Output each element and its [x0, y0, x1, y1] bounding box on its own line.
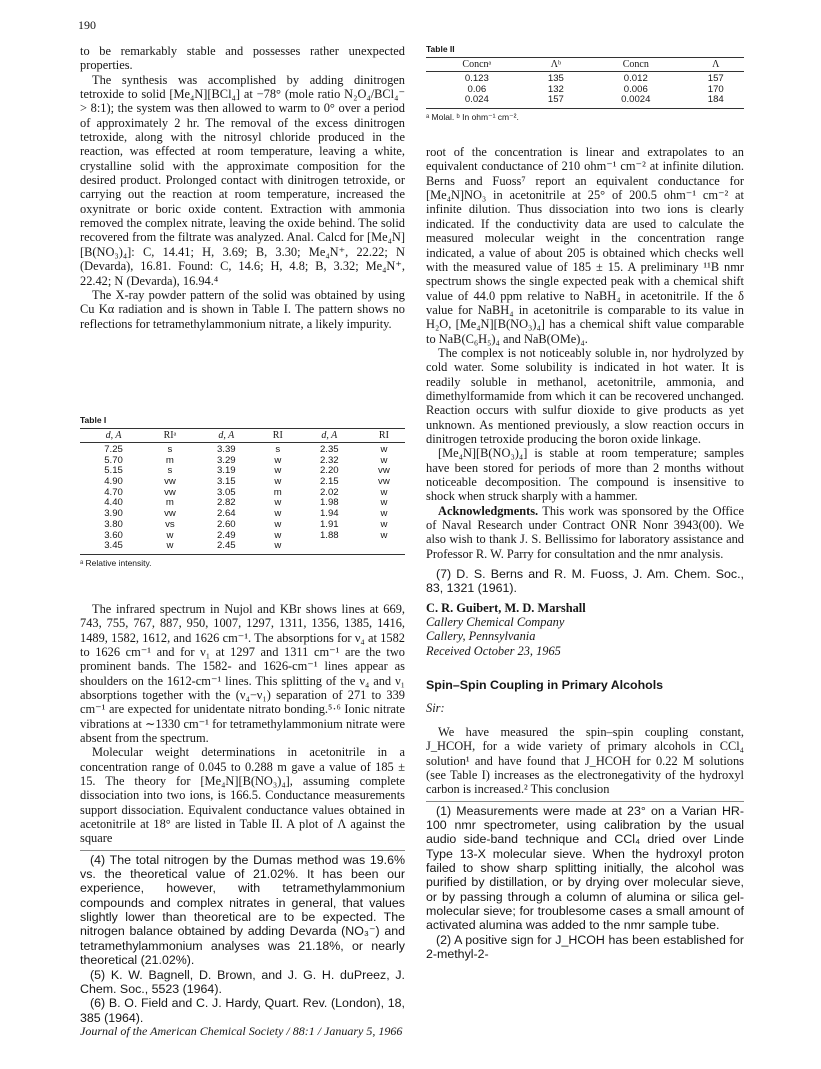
table-cell: w [380, 443, 388, 455]
table-row [80, 442, 405, 455]
paragraph: [Me₄N][B(NO₃)₄] is stable at room temperature; samples have been stored for periods of more than 2 months without noticeable decomposition. The compound is insensitive to shock when struck sharply with a hammer. [426, 446, 744, 504]
table-cell: 132 [547, 83, 564, 95]
table-cell: w [380, 518, 388, 530]
table-cell: 157 [707, 73, 724, 84]
table-row [80, 520, 405, 531]
table-cell: 0.06 [467, 83, 487, 95]
table-cell: vw [164, 475, 176, 487]
table-cell [296, 541, 363, 554]
table-cell: 3.29 [216, 454, 236, 466]
table-cell: 5.70 [104, 454, 123, 466]
table-body [426, 72, 744, 109]
table-row [426, 95, 744, 108]
table-cell: w [274, 529, 282, 541]
table-cell: 1.98 [319, 497, 339, 509]
table-cell: 3.60 [104, 529, 123, 541]
table-cell: 3.90 [104, 508, 123, 520]
table-row [80, 531, 405, 542]
table-cell: 0.024 [426, 95, 528, 108]
xray-table [80, 428, 405, 555]
table-cell [363, 541, 405, 554]
table-cell: vs [165, 518, 175, 530]
column-header: Λ [688, 58, 744, 72]
table-cell: 3.19 [216, 465, 236, 477]
salutation: Sir: [426, 701, 445, 716]
table-cell: 1.91 [319, 518, 339, 530]
paragraph: We have measured the spin–spin coupling constant, J_HCOH, for a wide variety of primary alcohols in CCl₄ solution¹ and have found that J_HCOH for 0.22 M solutions (see Table I) increases as the electronegativity of the hydroxyl carbon is increased.² This conclusion [426, 724, 744, 797]
table-cell: 2.02 [319, 486, 339, 498]
table-cell: vw [164, 508, 176, 520]
journal-footer: Journal of the American Chemical Society / 88:1 / January 5, 1966 [80, 1024, 403, 1038]
table-cell: w [274, 497, 282, 509]
table-cell: 170 [707, 83, 724, 95]
footnote: (5) K. W. Bagnell, D. Brown, and J. G. H. duPreez, J. Chem. Soc., 5523 (1964). [80, 967, 405, 996]
table-row [80, 466, 405, 477]
table-cell: 184 [688, 95, 744, 108]
table-cell: 2.64 [216, 508, 236, 520]
table-cell: 3.05 [216, 486, 236, 498]
column-header: d, A [80, 428, 147, 442]
table-cell: w [274, 465, 282, 477]
paragraph: to be remarkably stable and possesses rather unexpected properties. [80, 44, 405, 73]
table-cell: vw [378, 465, 390, 477]
table-2 [426, 44, 744, 123]
table-cell: s [167, 443, 173, 455]
table-cell: w [380, 508, 388, 520]
acknowledgments [426, 504, 744, 561]
table-cell: 0.123 [464, 73, 489, 84]
table-1 [80, 415, 405, 568]
footnotes [426, 801, 744, 962]
table-cell: 2.15 [319, 475, 339, 487]
table-cell: 1.88 [319, 529, 339, 541]
table-cell: m [165, 454, 174, 466]
left-column [80, 44, 405, 1025]
table-cell: w [147, 541, 193, 554]
table-row [80, 541, 405, 554]
table-cell: 7.25 [104, 443, 123, 455]
column-header: d, A [193, 428, 260, 442]
table-cell: m [165, 497, 174, 509]
footnote: (4) The total nitrogen by the Dumas method was 19.6% vs. the theoretical value of 21.02%. It has been our experience, however, with tetramethylammonium compounds and complex nitrates in general, that values slightly lower than theoretical are to be expected. The nitrogen balance obtained by adding Devarda (NO₃⁻) and tetramethylammonium analyses was 21.18%, or nearly theoretical (21.02%). [80, 852, 405, 968]
table-cell: w [274, 475, 282, 487]
table-row [426, 72, 744, 85]
table-body [80, 442, 405, 554]
footnote: (7) D. S. Berns and R. M. Fuoss, J. Am. Chem. Soc., 83, 1321 (1961). [426, 567, 744, 596]
column-header: Concn [584, 58, 687, 72]
paragraph: The complex is not noticeably soluble in, nor hydrolyzed by cold water. Some solubility is indicated in hot water. It is readily soluble in methanol, acetonitrile, ammonia, and dimethylformamide from which it can be recovered unchanged. Reaction occurs with sulfur dioxide to give products as yet unknown. As mentioned previously, a slow reaction occurs in dinitrogen tetroxide producing the boron oxide linkage. [426, 345, 744, 446]
table-cell: m [273, 486, 282, 498]
table-cell: 0.012 [623, 73, 648, 84]
table-cell: w [274, 508, 282, 520]
table-cell: 4.40 [104, 497, 123, 509]
page-number: 190 [78, 18, 96, 32]
table-row [80, 488, 405, 499]
table-cell: w [166, 529, 174, 541]
table-row [80, 477, 405, 488]
footnotes [80, 850, 405, 1025]
table-cell: vw [164, 486, 176, 498]
ack-heading: Acknowledgments. [438, 503, 539, 518]
footnote: (2) A positive sign for J_HCOH has been established for 2-methyl-2- [426, 932, 744, 961]
table-cell: w [380, 529, 388, 541]
footnote: (1) Measurements were made at 23° on a Varian HR-100 nmr spectrometer, using calibration by the usual audio side-band technique and CCl₄ dried over Linde Type 13-X molecular sieve. When the hydroxyl proton failed to show sharp splitting initially, the alcohol was purified by distillation, or by drying over molecular sieve, or by passing through a column of alumina or silica gel-molecular sieve; for troublesome cases a small amount of activated alumina was added to the nmr sample tube. [426, 803, 744, 933]
table-cell: w [260, 541, 296, 554]
table-cell: 2.60 [216, 518, 236, 530]
table-row [80, 456, 405, 467]
table-note: ᵃ Molal. ᵇ In ohm⁻¹ cm⁻². [426, 112, 519, 123]
table-cell: w [380, 497, 388, 509]
table-cell: 2.49 [216, 529, 236, 541]
table-title: Table II [426, 44, 455, 54]
article-title: Spin–Spin Coupling in Primary Alcohols [426, 678, 664, 693]
table-cell: 3.80 [104, 518, 123, 530]
paragraph: Molecular weight determinations in acetonitrile in a concentration range of 0.045 to 0.288 m gave a value of 185 ± 15. The theory for [Me₄N][B(NO₃)₄], assuming complete dissociation into two ions, is 166.5. Conductance measurements support dissociation. Equivalent conductance values obtained in acetonitrile at 18° are listed in Table II. A plot of Λ against the square [80, 745, 405, 846]
table-cell: 2.82 [216, 497, 236, 509]
table-cell: s [275, 443, 281, 455]
table-row [80, 509, 405, 520]
table-cell: 1.94 [319, 508, 339, 520]
table-cell: w [380, 486, 388, 498]
column-header: RI [260, 428, 296, 442]
conductance-table [426, 57, 744, 109]
table-note: ᵃ Relative intensity. [80, 557, 152, 568]
table-cell: 2.20 [319, 465, 339, 477]
paragraph: The infrared spectrum in Nujol and KBr shows lines at 669, 743, 755, 767, 887, 950, 1007, 1297, 1311, 1356, 1385, 1416, 1489, 1582, 1612, and 1626 cm⁻¹. The absorptions for ν₄ at 1582 to 1626 cm⁻¹ and for ν₁ at 1297 and 1311 cm⁻¹ are the two prominent bands. The 1582- and 1626-cm⁻¹ lines appear as shoulders on the 1612-cm⁻¹ lines. This splitting of the ν₄ and ν₁ absorptions together with the (ν₄−ν₁) separation of 271 to 339 cm⁻¹ are expected for unidentate nitrato bonding.⁵·⁶ Ionic nitrate vibrations at ∼1330 cm⁻¹ for tetramethylammonium nitrate were absent from the spectrum. [80, 601, 405, 745]
table-row [80, 498, 405, 509]
author-names: C. R. Guibert, M. D. Marshall [426, 600, 586, 615]
table-cell: s [167, 465, 173, 477]
paragraph: The X-ray powder pattern of the solid was obtained by using Cu Kα radiation and is shown in Table I. The pattern shows no reflections for tetramethylammonium nitrate, a likely impurity. [80, 287, 405, 331]
table-cell: 157 [528, 95, 584, 108]
table-cell: w [274, 454, 282, 466]
table-cell: w [274, 518, 282, 530]
column-header: Concnᵃ [426, 58, 528, 72]
received-date: Received October 23, 1965 [426, 643, 561, 658]
column-header: d, A [296, 428, 363, 442]
ack-text: This work was sponsored by the Office of Naval Research under Contract ONR Nonr 3943(00). We also wish to thank J. S. Bellissimo for laboratory assistance and Professor R. W. Parry for consultation and the nmr analysis. [426, 503, 744, 561]
table-cell: 0.006 [623, 83, 648, 95]
column-header: RI [363, 428, 405, 442]
table-cell: 5.15 [104, 465, 123, 477]
table-cell: 2.35 [319, 443, 339, 455]
table-title: Table I [80, 414, 107, 425]
affiliation: Callery Chemical Company [426, 615, 565, 630]
table-cell: vw [378, 475, 390, 487]
right-column [426, 44, 744, 961]
table-cell: 2.45 [193, 541, 260, 554]
column-header: RIᵃ [147, 428, 193, 442]
affiliation-location: Callery, Pennsylvania [426, 629, 536, 644]
paragraph: The synthesis was accomplished by adding dinitrogen tetroxide to solid [Me₄N][BCl₄] at −78° (mole ratio N₂O₄/BCl₄⁻ > 8:1); the system was then allowed to warm to 0° over a period of approximately 2 hr. The removal of the excess dinitrogen tetroxide, along with the nitrosyl chloride produced in the reaction, was effected at room temperature, leaving a white, crystalline solid with the approximate composition for the desired product. Prolonged contact with dinitrogen tetroxide, or carrying out the reaction at room temperature, increased the oxynitrate or boric oxide content. Extraction with ammonia removed the complex nitrate, leaving the oxide behind. The solid recovered from the filtrate was analyzed. Anal. Calcd for [Me₄N][B(NO₃)₄]: C, 14.41; H, 3.69; B, 3.30; Me₄N⁺, 22.22; N (Devarda), 16.81. Found: C, 14.6; H, 4.8; B, 3.32; Me₄N⁺, 22.42; N (Devarda), 16.94.⁴ [80, 72, 405, 288]
table-cell: w [380, 454, 388, 466]
table-cell: 3.15 [216, 475, 236, 487]
table-cell: 4.90 [104, 475, 123, 487]
table-cell: 4.70 [104, 486, 123, 498]
table-cell: 3.39 [216, 443, 236, 455]
footnote: (6) B. O. Field and C. J. Hardy, Quart. Rev. (London), 18, 385 (1964). [80, 996, 405, 1025]
column-header: Λᵇ [528, 58, 584, 72]
table-cell: 0.0024 [584, 95, 687, 108]
table-cell: 135 [547, 73, 564, 84]
paragraph: root of the concentration is linear and extrapolates to an equivalent conductance of 210 ohm⁻¹ cm⁻² at infinite dilution. Berns and Fuoss⁷ report an equivalent conductance for [Me₄N]NO₃ in acetonitrile at 25° of 200.5 ohm⁻¹ cm⁻² at infinite dilution. Thus dissociation into two ions is clearly indicated. If the conductivity data are used to calculate the measured molecular weight in the concentration range indicated, a value of about 205 is obtained which checks well with the measured value of 185 ± 15. A preliminary ¹¹B nmr spectrum shows the single expected peak with a chemical shift value of 44.0 ppm relative to NaBH₄ in acetonitrile. If the δ value for NaBH₄ in acetonitrile is comparable to its value in H₂O, [Me₄N][B(NO₃)₄] has a chemical shift value comparable to NaB(C₆H₅)₄ and NaB(OMe)₄. [426, 145, 744, 346]
table-cell: 2.32 [319, 454, 339, 466]
table-cell: 3.45 [80, 541, 147, 554]
